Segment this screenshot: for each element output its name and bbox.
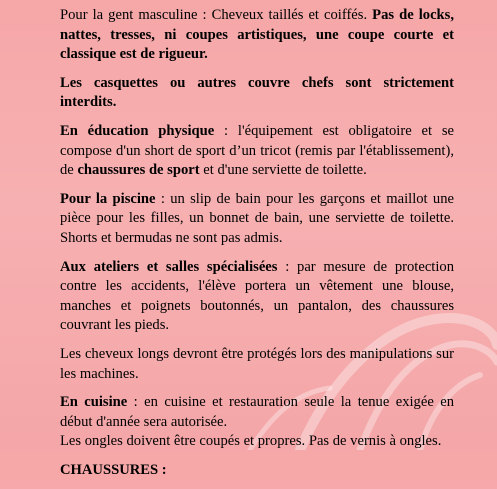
pe-text: : l'équipement est obligatoire et se compose d'un short de sport d’un tricot (remis par l'établissement), de: [60, 122, 454, 179]
pool-heading: Pour la piscine: [60, 190, 156, 207]
paragraph-long-hair: [60, 345, 454, 384]
paragraph-hair-men: [60, 6, 454, 65]
workshops-heading: Aux ateliers et salles spécialisées: [60, 258, 278, 275]
paragraph-kitchen: [60, 393, 454, 452]
paragraph-shoes: [60, 461, 454, 481]
paragraph-pool: [60, 190, 454, 249]
pe-text-end: et d'une serviette de toilette.: [199, 162, 367, 179]
paragraph-workshops: [60, 258, 454, 336]
pe-shoes-bold: chaussures de sport: [77, 162, 200, 179]
caps-rule-bold: Les casquettes ou autres couvre chefs sont strictement interdits.: [60, 74, 454, 111]
shoes-heading: CHAUSSURES :: [60, 461, 167, 478]
kitchen-text: : en cuisine et restauration seule la tenue exigée en début d'année sera autorisée.: [60, 394, 454, 430]
long-hair-text: Les cheveux longs devront être protégés lors des manipulations sur les machines.: [60, 345, 454, 382]
pe-heading: En éducation physique: [60, 122, 215, 139]
nails-text: Les ongles doivent être coupés et propres. Pas de vernis à ongles.: [60, 433, 442, 450]
document-body: [60, 6, 454, 489]
workshops-text: : par mesure de protection contre les accidents, l'élève portera un vêtement une blouse, manches et poignets boutonnés, un pantalon, des chaussures couvrant les pieds.: [60, 258, 454, 334]
paragraph-caps: [60, 74, 454, 113]
kitchen-heading: En cuisine: [60, 394, 128, 411]
hair-men-rules-bold: Pas de locks, nattes, tresses, ni coupes artistiques, une coupe courte et classique est de rigueur.: [60, 7, 454, 63]
pool-text: : un slip de bain pour les garçons et maillot une pièce pour les filles, un bonnet de bain, une serviette de toilette. Shorts et bermudas ne sont pas admis.: [60, 190, 454, 246]
paragraph-physical-education: [60, 122, 454, 181]
hair-men-text: Pour la gent masculine : Cheveux taillés et coiffés.: [60, 7, 373, 23]
